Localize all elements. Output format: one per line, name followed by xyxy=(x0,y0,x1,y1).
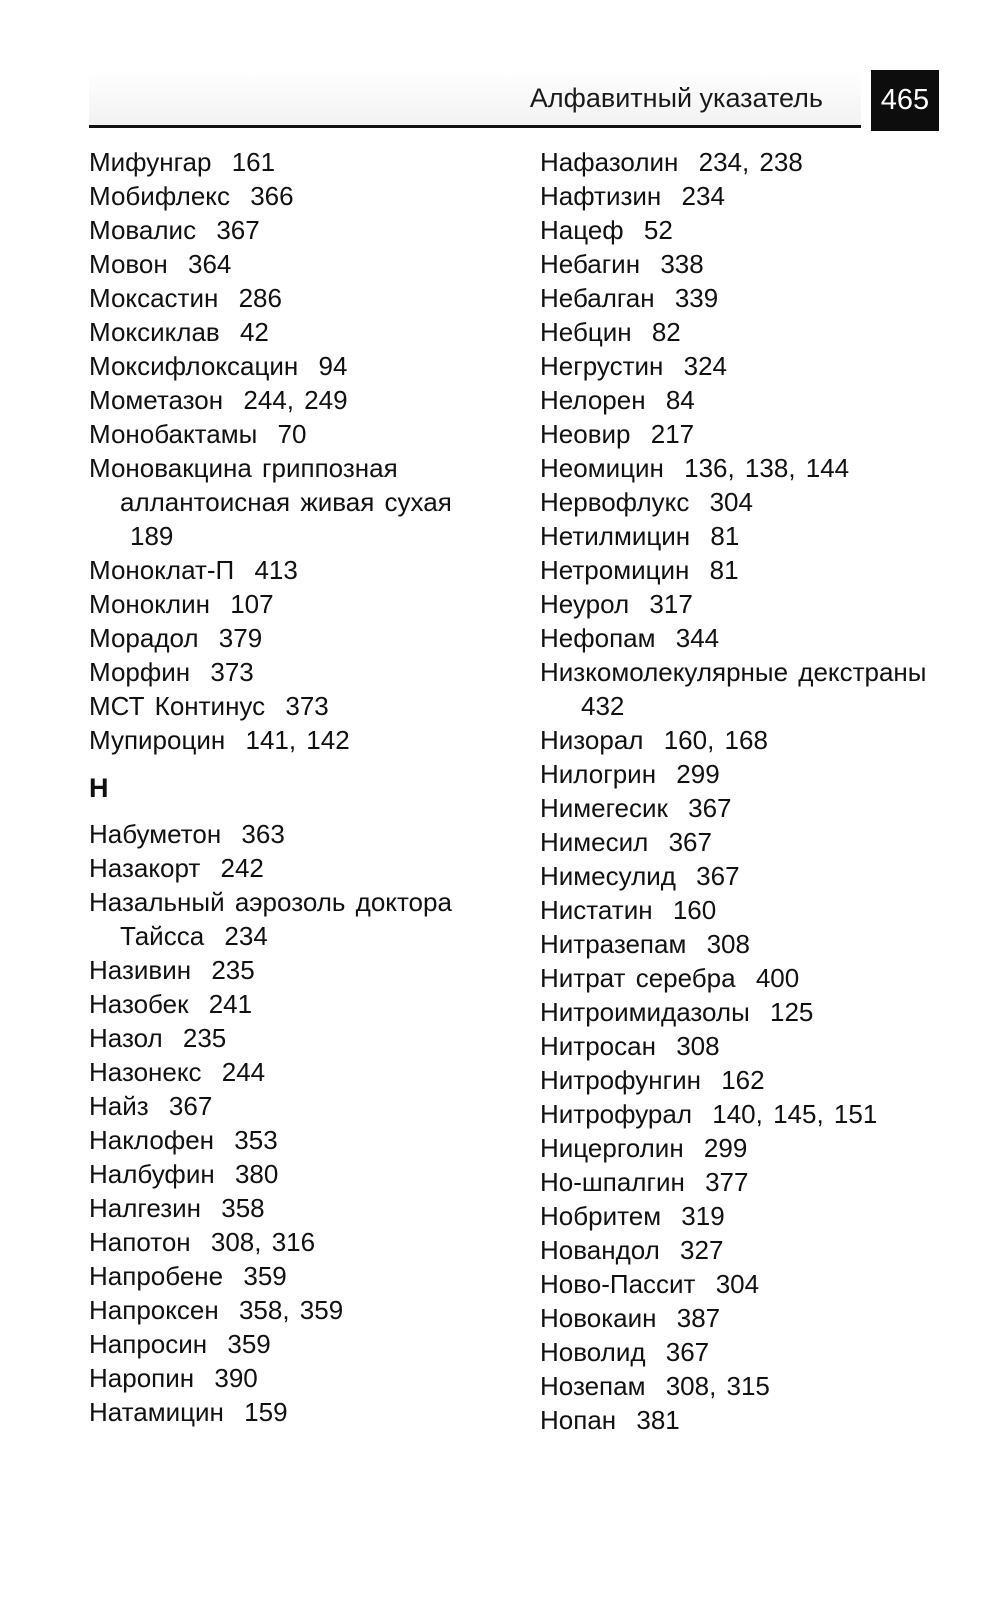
entry-pages: 367 xyxy=(696,861,740,891)
entry-pages: 363 xyxy=(241,819,285,849)
index-entry xyxy=(540,655,960,723)
entry-pages: 373 xyxy=(285,691,329,721)
running-header xyxy=(89,70,861,128)
entry-pages: 359 xyxy=(243,1261,287,1291)
index-entry xyxy=(89,621,509,655)
entry-term: Нервофлукс xyxy=(540,487,690,517)
entry-pages: 364 xyxy=(187,249,232,279)
entry-pages: 94 xyxy=(318,351,348,381)
entry-pages: 358, 359 xyxy=(238,1295,344,1325)
right-column xyxy=(540,145,960,1437)
entry-pages: 367 xyxy=(168,1091,213,1121)
index-entry xyxy=(540,281,960,315)
entry-pages: 373 xyxy=(210,657,254,687)
entry-term: Мифунгар xyxy=(89,147,212,177)
entry-term: Нитроимидазолы xyxy=(540,997,750,1027)
entry-pages: 381 xyxy=(636,1405,680,1435)
index-entry xyxy=(89,451,509,553)
entry-pages: 367 xyxy=(665,1337,710,1367)
entry-term: Нимесулид xyxy=(540,861,676,891)
entry-pages: 140, 145, 151 xyxy=(712,1099,878,1129)
entry-pages: 235 xyxy=(211,955,255,985)
entry-pages: 235 xyxy=(182,1023,227,1053)
entry-term: Назакорт xyxy=(89,853,201,883)
entry-term: Небагин xyxy=(540,249,641,279)
entry-term: Мовалис xyxy=(89,215,197,245)
index-entry xyxy=(540,349,960,383)
entry-term: Ницерголин xyxy=(540,1133,684,1163)
index-entry xyxy=(540,1097,960,1131)
entry-term: Нитрофурал xyxy=(540,1099,693,1129)
entry-term: Мупироцин xyxy=(89,725,226,755)
entry-pages: 82 xyxy=(651,317,681,347)
index-entry xyxy=(89,553,509,587)
index-entry xyxy=(540,145,960,179)
left-entries-m xyxy=(89,145,509,757)
entry-term: Низорал xyxy=(540,725,644,755)
entry-term: Нистатин xyxy=(540,895,653,925)
entry-pages: 327 xyxy=(680,1235,724,1265)
index-entry xyxy=(540,383,960,417)
entry-pages: 432 xyxy=(581,691,625,721)
entry-pages: 244, 249 xyxy=(243,385,348,415)
index-entry xyxy=(540,791,960,825)
entry-term: Назол xyxy=(89,1023,163,1053)
index-entry xyxy=(89,145,509,179)
index-entry xyxy=(540,893,960,927)
index-entry xyxy=(540,247,960,281)
entry-term: Моноклат-П xyxy=(89,555,235,585)
index-entry xyxy=(540,723,960,757)
entry-pages: 366 xyxy=(250,181,294,211)
entry-term: Нетилмицин xyxy=(540,521,691,551)
index-entry xyxy=(540,315,960,349)
index-entry xyxy=(89,1225,509,1259)
index-entry xyxy=(540,1063,960,1097)
entry-term: Небцин xyxy=(540,317,632,347)
entry-term: Налгезин xyxy=(89,1193,202,1223)
entry-term: Но-шпалгин xyxy=(540,1167,685,1197)
index-entry xyxy=(89,417,509,451)
entry-term: Небалган xyxy=(540,283,655,313)
entry-pages: 162 xyxy=(721,1065,765,1095)
index-entry xyxy=(89,655,509,689)
entry-term: Напроксен xyxy=(89,1295,219,1325)
index-entry xyxy=(89,987,509,1021)
index-entry xyxy=(540,179,960,213)
entry-term: Назальный аэрозоль доктора Тайсса xyxy=(89,887,452,951)
entry-term: Напросин xyxy=(89,1329,208,1359)
entry-term: Ново-Пассит xyxy=(540,1269,696,1299)
entry-term: Набуметон xyxy=(89,819,222,849)
entry-pages: 413 xyxy=(254,555,298,585)
entry-term: Назонекс xyxy=(89,1057,202,1087)
entry-term: Нозепам xyxy=(540,1371,646,1401)
entry-pages: 125 xyxy=(770,997,814,1027)
index-entry xyxy=(89,1055,509,1089)
entry-pages: 387 xyxy=(676,1303,721,1333)
entry-pages: 308 xyxy=(706,929,750,959)
entry-term: Нацеф xyxy=(540,215,624,245)
entry-pages: 344 xyxy=(675,623,720,653)
index-entry xyxy=(540,927,960,961)
entry-pages: 234 xyxy=(681,181,725,211)
entry-pages: 52 xyxy=(643,215,673,245)
entry-pages: 84 xyxy=(665,385,695,415)
left-column xyxy=(89,145,509,1429)
entry-pages: 299 xyxy=(676,759,720,789)
index-entry xyxy=(540,1131,960,1165)
index-entry xyxy=(540,519,960,553)
index-entry xyxy=(89,689,509,723)
entry-term: МСТ Континус xyxy=(89,691,266,721)
index-entry xyxy=(89,281,509,315)
index-entry xyxy=(89,1157,509,1191)
entry-pages: 234, 238 xyxy=(698,147,803,177)
entry-pages: 338 xyxy=(660,249,704,279)
page-number: 465 xyxy=(871,70,939,131)
index-entry xyxy=(540,961,960,995)
entry-pages: 367 xyxy=(216,215,260,245)
index-entry xyxy=(89,1259,509,1293)
left-entries-n xyxy=(89,817,509,1429)
entry-term: Нитрат серебра xyxy=(540,963,736,993)
index-entry xyxy=(89,1123,509,1157)
entry-term: Моксиклав xyxy=(89,317,220,347)
index-entry xyxy=(540,1301,960,1335)
entry-term: Негрустин xyxy=(540,351,664,381)
index-entry xyxy=(89,315,509,349)
entry-term: Нимесил xyxy=(540,827,649,857)
entry-term: Наклофен xyxy=(89,1125,215,1155)
entry-pages: 324 xyxy=(683,351,728,381)
entry-pages: 244 xyxy=(221,1057,266,1087)
index-entry xyxy=(89,723,509,757)
index-entry xyxy=(89,247,509,281)
index-entry xyxy=(89,885,509,953)
index-entry xyxy=(89,587,509,621)
entry-pages: 353 xyxy=(234,1125,278,1155)
index-entry xyxy=(89,1327,509,1361)
entry-pages: 160, 168 xyxy=(663,725,768,755)
entry-pages: 160 xyxy=(672,895,717,925)
entry-term: Моксастин xyxy=(89,283,219,313)
index-entry xyxy=(89,1089,509,1123)
entry-pages: 81 xyxy=(710,521,740,551)
entry-term: Назобек xyxy=(89,989,189,1019)
index-entry xyxy=(540,213,960,247)
entry-pages: 241 xyxy=(208,989,253,1019)
entry-term: Нитросан xyxy=(540,1031,656,1061)
entry-term: Нафазолин xyxy=(540,147,679,177)
entry-pages: 107 xyxy=(230,589,274,619)
entry-pages: 304 xyxy=(715,1269,760,1299)
index-entry xyxy=(89,179,509,213)
entry-pages: 400 xyxy=(755,963,800,993)
index-entry xyxy=(540,1403,960,1437)
entry-term: Нефопам xyxy=(540,623,656,653)
index-entry xyxy=(540,1199,960,1233)
entry-term: Нетромицин xyxy=(540,555,690,585)
index-entry xyxy=(89,213,509,247)
entry-pages: 141, 142 xyxy=(245,725,350,755)
entry-term: Новолид xyxy=(540,1337,646,1367)
entry-pages: 380 xyxy=(234,1159,279,1189)
entry-term: Нимегесик xyxy=(540,793,668,823)
entry-term: Мовон xyxy=(89,249,168,279)
entry-term: Нафтизин xyxy=(540,181,662,211)
entry-term: Низкомолекулярные декстраны xyxy=(540,657,927,687)
index-entry xyxy=(540,859,960,893)
entry-term: Морфин xyxy=(89,657,191,687)
index-entry xyxy=(540,553,960,587)
entry-pages: 42 xyxy=(239,317,269,347)
index-entry xyxy=(540,1267,960,1301)
entry-term: Натамицин xyxy=(89,1397,224,1427)
entry-term: Неурол xyxy=(540,589,630,619)
entry-pages: 359 xyxy=(227,1329,271,1359)
index-entry xyxy=(540,1369,960,1403)
entry-pages: 317 xyxy=(649,589,693,619)
entry-term: Неомицин xyxy=(540,453,664,483)
entry-pages: 367 xyxy=(668,827,712,857)
entry-term: Монобактамы xyxy=(89,419,258,449)
index-entry xyxy=(540,825,960,859)
index-entry xyxy=(540,451,960,485)
entry-pages: 81 xyxy=(709,555,739,585)
entry-term: Мометазон xyxy=(89,385,224,415)
header-title: Алфавитный указатель xyxy=(529,83,823,113)
entry-pages: 377 xyxy=(705,1167,749,1197)
entry-term: Нилогрин xyxy=(540,759,657,789)
entry-term: Моновакцина гриппозная аллантоисная живая сухая xyxy=(89,453,452,517)
entry-term: Налбуфин xyxy=(89,1159,215,1189)
index-entry xyxy=(540,1029,960,1063)
entry-term: Називин xyxy=(89,955,192,985)
entry-term: Нобритем xyxy=(540,1201,662,1231)
index-entry xyxy=(89,817,509,851)
entry-term: Моксифлоксацин xyxy=(89,351,299,381)
entry-term: Напотон xyxy=(89,1227,191,1257)
entry-pages: 136, 138, 144 xyxy=(684,453,850,483)
section-letter: Н xyxy=(89,773,109,803)
entry-term: Новандол xyxy=(540,1235,660,1265)
index-entry xyxy=(540,587,960,621)
entry-pages: 308 xyxy=(676,1031,720,1061)
entry-pages: 304 xyxy=(709,487,753,517)
entry-pages: 299 xyxy=(703,1133,748,1163)
index-entry xyxy=(89,1361,509,1395)
entry-pages: 367 xyxy=(688,793,732,823)
entry-term: Нопан xyxy=(540,1405,617,1435)
index-entry xyxy=(540,621,960,655)
index-entry xyxy=(89,1191,509,1225)
entry-pages: 390 xyxy=(214,1363,258,1393)
entry-pages: 358 xyxy=(221,1193,265,1223)
index-entry xyxy=(540,417,960,451)
right-entries xyxy=(540,145,960,1437)
entry-pages: 217 xyxy=(650,419,695,449)
entry-term: Наропин xyxy=(89,1363,195,1393)
entry-term: Мобифлекс xyxy=(89,181,230,211)
index-entry xyxy=(540,1165,960,1199)
entry-pages: 234 xyxy=(224,921,268,951)
entry-pages: 308, 316 xyxy=(210,1227,316,1257)
index-entry xyxy=(89,1021,509,1055)
index-entry xyxy=(89,349,509,383)
index-entry xyxy=(89,851,509,885)
entry-term: Нитрофунгин xyxy=(540,1065,701,1095)
entry-term: Нитразепам xyxy=(540,929,687,959)
entry-pages: 161 xyxy=(231,147,276,177)
entry-pages: 286 xyxy=(238,283,282,313)
entry-pages: 379 xyxy=(218,623,263,653)
entry-pages: 242 xyxy=(220,853,264,883)
index-entry xyxy=(540,995,960,1029)
entry-pages: 159 xyxy=(244,1397,288,1427)
entry-term: Новокаин xyxy=(540,1303,657,1333)
index-entry xyxy=(89,1395,509,1429)
index-entry xyxy=(540,1335,960,1369)
entry-term: Неовир xyxy=(540,419,631,449)
index-entry xyxy=(540,485,960,519)
entry-pages: 70 xyxy=(277,419,307,449)
entry-pages: 339 xyxy=(674,283,719,313)
entry-term: Нелорен xyxy=(540,385,646,415)
index-entry xyxy=(540,1233,960,1267)
entry-term: Напробене xyxy=(89,1261,224,1291)
entry-pages: 189 xyxy=(130,521,174,551)
entry-term: Моноклин xyxy=(89,589,210,619)
entry-term: Найз xyxy=(89,1091,149,1121)
entry-pages: 308, 315 xyxy=(665,1371,770,1401)
index-entry xyxy=(540,757,960,791)
index-entry xyxy=(89,1293,509,1327)
index-entry xyxy=(89,953,509,987)
index-entry xyxy=(89,383,509,417)
entry-term: Морадол xyxy=(89,623,199,653)
entry-pages: 319 xyxy=(681,1201,725,1231)
